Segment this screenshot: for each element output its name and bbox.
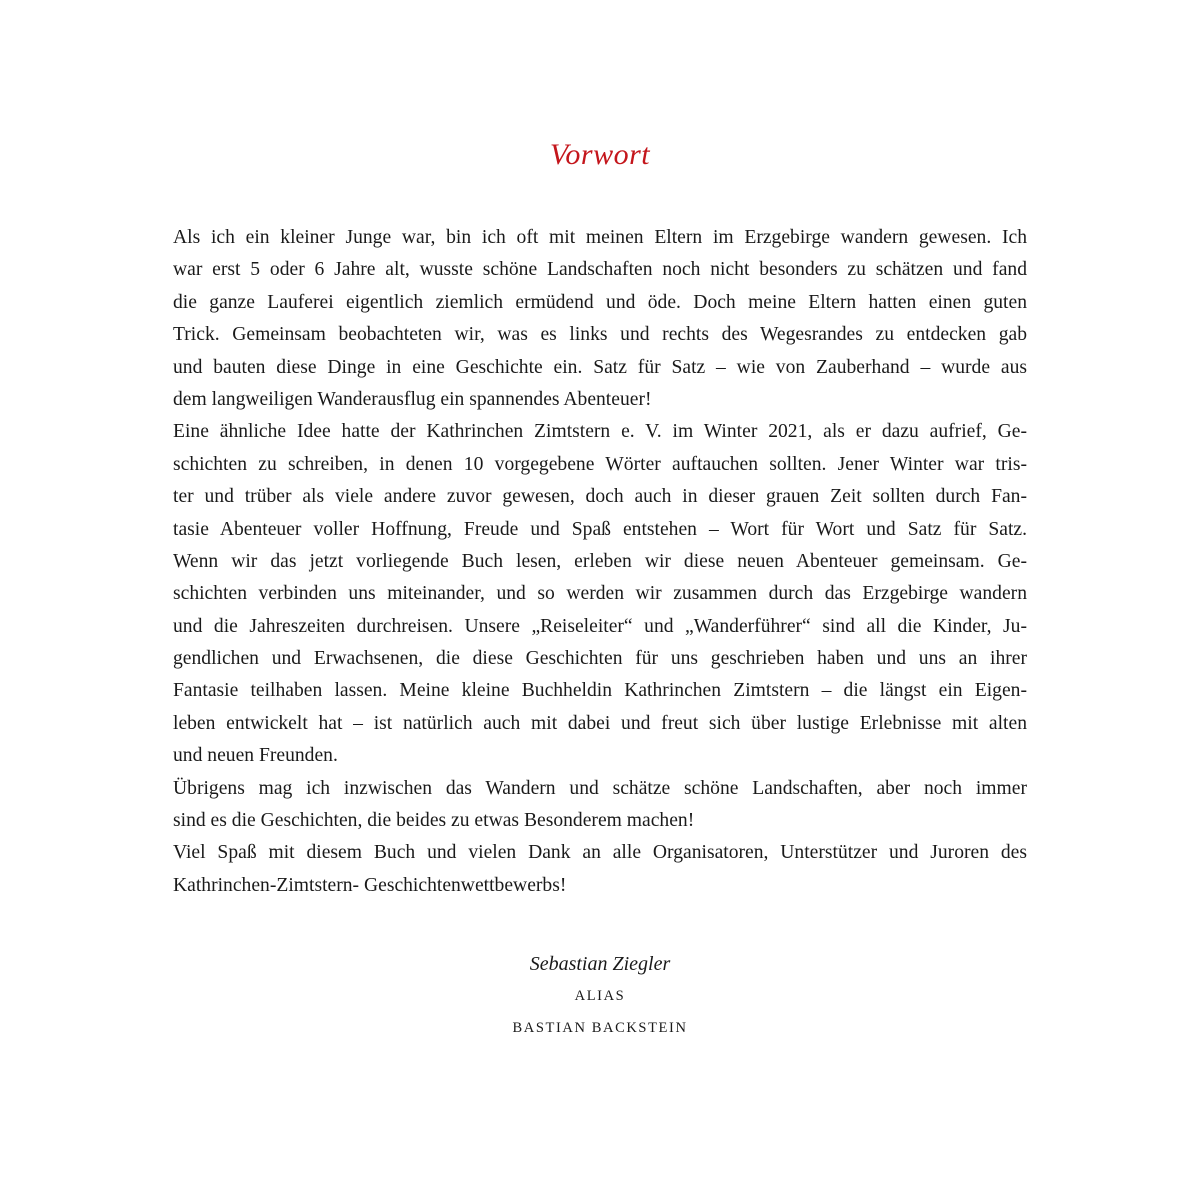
- text-line: und bauten diese Dinge in eine Geschichte ein. Satz für Satz – wie von Zauberhand – wurde aus: [173, 356, 1027, 378]
- text-line: die ganze Lauferei eigentlich ziemlich ermüdend und öde. Doch meine Eltern hatten einen guten: [173, 291, 1027, 313]
- text-line: leben entwickelt hat – ist natürlich auch mit dabei und freut sich über lustige Erlebnisse mit alten: [173, 712, 1027, 734]
- author-pseudonym: BASTIAN BACKSTEIN: [512, 1020, 688, 1036]
- text-line: Fantasie teilhaben lassen. Meine kleine Buchheldin Kathrinchen Zimtstern – die längst ein Eigen-: [173, 680, 1027, 702]
- text-line: Eine ähnliche Idee hatte der Kathrinchen Zimtstern e. V. im Winter 2021, als er dazu aufrief, Ge-: [173, 421, 1027, 443]
- text-line: tasie Abenteuer voller Hoffnung, Freude und Spaß entstehen – Wort für Wort und Satz für Satz.: [173, 518, 1027, 540]
- text-line: ter und trüber als viele andere zuvor gewesen, doch auch in dieser grauen Zeit sollten durch Fan-: [173, 486, 1027, 508]
- text-line: gendlichen und Erwachsenen, die diese Geschichten für uns geschrieben haben und uns an ihrer: [173, 648, 1027, 670]
- text-line: war erst 5 oder 6 Jahre alt, wusste schöne Landschaften noch nicht besonders zu schätzen und fand: [173, 259, 1027, 281]
- text-line: sind es die Geschichten, die beides zu etwas Besonderem machen!: [173, 810, 695, 832]
- alias-label: ALIAS: [574, 988, 626, 1004]
- text-line: schichten verbinden uns miteinander, und so werden wir zusammen durch das Erzgebirge wandern: [173, 583, 1027, 605]
- text-line: Übrigens mag ich inzwischen das Wandern und schätze schöne Landschaften, aber noch immer: [173, 777, 1027, 799]
- text-line: Wenn wir das jetzt vorliegende Buch lesen, erleben wir diese neuen Abenteuer gemeinsam. Ge-: [173, 550, 1027, 572]
- signature-block: [0, 948, 1200, 1044]
- text-line: Als ich ein kleiner Junge war, bin ich oft mit meinen Eltern im Erzgebirge wandern gewesen. Ich: [173, 227, 1027, 248]
- author-name: Sebastian Ziegler: [529, 953, 671, 975]
- text-line: schichten zu schreiben, in denen 10 vorgegebene Wörter auftauchen sollten. Jener Winter war tris-: [173, 453, 1027, 475]
- foreword-text: [173, 222, 1027, 902]
- text-line: Kathrinchen-Zimtstern- Geschichtenwettbewerbs!: [173, 874, 567, 896]
- text-line: und die Jahreszeiten durchreisen. Unsere „Reiseleiter“ und „Wanderführer“ sind all die Kinder, Ju-: [173, 615, 1027, 637]
- text-line: dem langweiligen Wanderausflug ein spannendes Abenteuer!: [173, 388, 652, 410]
- text-line: und neuen Freunden.: [173, 745, 338, 767]
- page-title: Vorwort: [549, 138, 651, 171]
- text-line: Trick. Gemeinsam beobachteten wir, was es links und rechts des Wegesrandes zu entdecken gab: [173, 324, 1027, 346]
- text-line: Viel Spaß mit diesem Buch und vielen Dank an alle Organisatoren, Unterstützer und Juroren des: [173, 842, 1027, 864]
